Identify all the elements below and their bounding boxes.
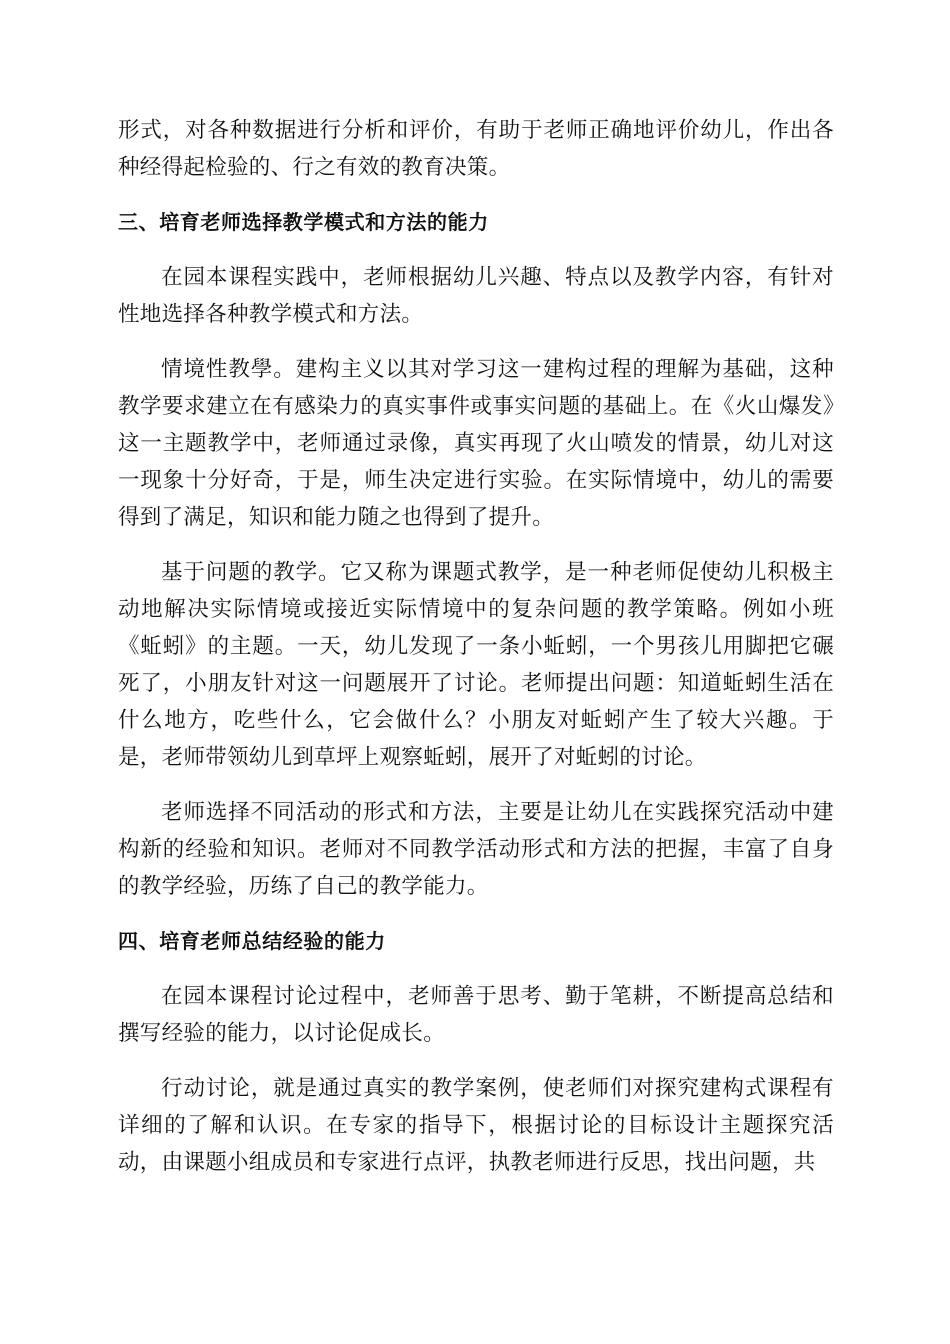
document-page [118,112,834,1181]
paragraph: 行动讨论，就是通过真实的教学案例，使老师们对探究建构式课程有详细的了解和认识。在专家的指导下，根据讨论的目标设计主题探究活动，由课题小组成员和专家进行点评，执教老师进行反思，找出问题，共 [118,1076,834,1175]
paragraph-continued: 形式，对各种数据进行分析和评价，有助于老师正确地评价幼儿，作出各种经得起检验的、行之有效的教育决策。 [118,118,834,180]
section-heading-4: 四、培育老师总结经验的能力 [118,929,386,953]
paragraph: 在园本课程讨论过程中，老师善于思考、勤于笔耕，不断提高总结和撰写经验的能力，以讨论促成长。 [118,984,834,1046]
section-heading-3: 三、培育老师选择教学模式和方法的能力 [118,210,489,234]
paragraph: 情境性教學。建构主义以其对学习这一建构过程的理解为基础，这种教学要求建立在有感染力的真实事件或事实问题的基础上。在《火山爆发》这一主题教学中，老师通过录像，真实再现了火山喷发的情景，幼儿对这一现象十分好奇，于是，师生决定进行实验。在实际情境中，幼儿的需要得到了满足，知识和能力随之也得到了提升。 [118,357,834,530]
paragraph: 在园本课程实践中，老师根据幼儿兴趣、特点以及教学内容，有针对性地选择各种教学模式和方法。 [118,265,834,327]
paragraph: 基于问题的教学。它又称为课题式教学，是一种老师促使幼儿积极主动地解决实际情境或接近实际情境中的复杂问题的教学策略。例如小班《蚯蚓》的主题。一天，幼儿发现了一条小蚯蚓，一个男孩儿用脚把它碾死了，小朋友针对这一问题展开了讨论。老师提出问题：知道蚯蚓生活在什么地方，吃些什么，它会做什么？小朋友对蚯蚓产生了较大兴趣。于是，老师带领幼儿到草坪上观察蚯蚓，展开了对蚯蚓的讨论。 [118,560,834,770]
paragraph: 老师选择不同活动的形式和方法，主要是让幼儿在实践探究活动中建构新的经验和知识。老师对不同教学活动形式和方法的把握，丰富了自身的教学经验，历练了自己的教学能力。 [118,800,834,899]
